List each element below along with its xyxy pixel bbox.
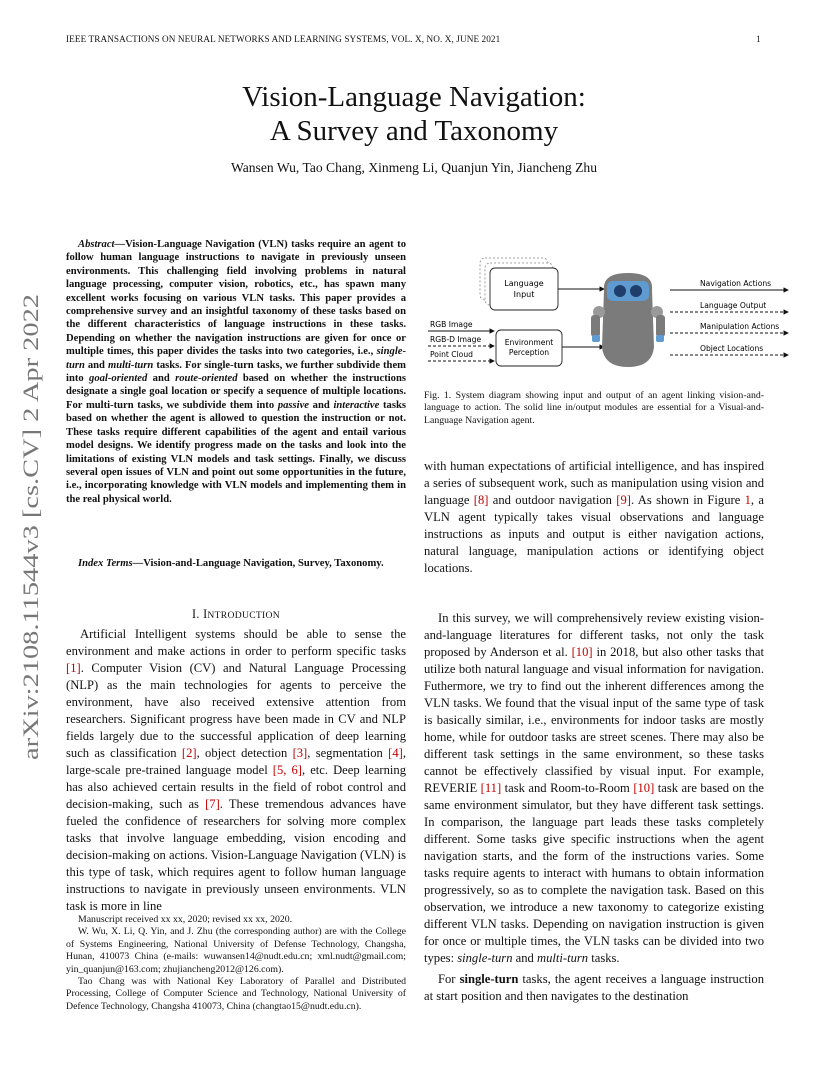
robot-arm: [591, 315, 600, 337]
arxiv-stamp: [8, 290, 48, 760]
body-text: task and Room-to-Room: [501, 781, 634, 795]
paper-title: [0, 80, 828, 148]
input-rgbd-image: RGB-D Image: [430, 335, 482, 344]
body-text: , object detection: [196, 746, 293, 760]
figure-caption-text: Fig. 1. System diagram showing input and output of an agent linking vision-and-language to action. The solid line in/output modules are essential for a Visual-and-Language Navigation agent.: [424, 390, 764, 426]
citation[interactable]: [10]: [633, 781, 655, 795]
body-text: Artificial Intelligent systems should be able to sense the environment and make actions in order to perform specific tasks: [66, 627, 406, 658]
term-single-turn: single-turn: [457, 951, 513, 965]
arxiv-stamp-text: arXiv:2108.11544v3 [cs.CV] 2 Apr 2022: [18, 399, 43, 760]
abstract-text: and: [84, 359, 108, 371]
section-title-rest: NTRODUCTION: [207, 610, 281, 621]
body-text: . As shown in Figure: [630, 493, 745, 507]
body-text: tasks.: [588, 951, 620, 965]
abstract-text: tasks. For single-turn tasks, we further subdivide them into: [66, 359, 406, 385]
term-route-oriented: route-oriented: [175, 373, 238, 385]
abstract-label: Abstract: [78, 239, 115, 250]
section-title-initial: I: [203, 607, 208, 621]
term-single-turn: single-turn: [66, 346, 406, 371]
language-input-box: [490, 268, 558, 310]
robot-arm: [656, 315, 665, 337]
citation[interactable]: [8]: [473, 493, 489, 507]
robot-hand: [592, 335, 600, 342]
author-list: Wansen Wu, Tao Chang, Xinmeng Li, Quanjun Yin, Jiancheng Zhu: [230, 160, 597, 175]
page-number: 1: [756, 34, 761, 44]
title-line-2: A Survey and Taxonomy: [269, 115, 559, 147]
body-text: task are based on the same environment simulator, but they have different task settings. In comparison, the language part leads these tasks completely different. Some tasks give specific instructions when the agent navigation starts, and the form of the instructions varies. Some tasks require agents to interact with humans to obtain information progressively, so as to complete the navigation task. Based on this observation, we introduce a new taxonomy to categorize existing different VLN tasks. Depending on navigation instruction is given for once or multiple times, the VLN tasks can be divided into two types:: [424, 781, 764, 965]
robot-visor: [607, 281, 649, 301]
body-text: . These tremendous advances have fueled the confidence of researchers for solving more complex tasks that involve language embedding, vision encoding and decision-making on actions. Vision-Language Navigation (VLN) is this type of task, which requires agent to follow human language instructions to navigate in previously unseen environments. VLN task is more in line: [66, 797, 407, 913]
term-goal-oriented: goal-oriented: [89, 373, 148, 385]
body-text: , a VLN agent typically takes visual observations and language instructions as inputs and output is either navigation actions, natural language, manipulation actions or identifying object locations.: [424, 493, 764, 575]
citation[interactable]: [10]: [571, 645, 593, 659]
system-diagram: [424, 255, 794, 375]
section-number: I.: [191, 607, 200, 621]
index-terms: [66, 557, 406, 570]
body-text: . Computer Vision (CV) and Natural Language Processing (NLP) as the main technologies for agents to perceive the environment, have also received extensive attention from researchers. Significant progress have been made in CV and NLP fields largely due to the successful application of deep learning such as classification: [66, 661, 406, 760]
abstract-text: and: [309, 399, 334, 411]
footnotes: [66, 914, 406, 1013]
title-line-1: Vision-Language Navigation:: [242, 81, 586, 113]
citation[interactable]: [7]: [205, 797, 220, 811]
robot-eye: [630, 285, 642, 297]
citation[interactable]: [1]: [66, 661, 81, 675]
body-text: tasks, the agent receives a language instruction at start position and then navigates to the destination: [424, 972, 764, 1003]
figure-caption: [424, 390, 764, 427]
input-rgb-image: RGB Image: [430, 320, 473, 329]
term-multi-turn: multi-turn: [537, 951, 589, 965]
body-text: and outdoor navigation: [488, 493, 617, 507]
body-text: , segmentation: [307, 746, 389, 760]
intro-left-column: [66, 626, 406, 915]
index-terms-text: —Vision-and-Language Navigation, Survey, Taxonomy.: [132, 558, 384, 569]
citation[interactable]: [11]: [480, 781, 502, 795]
term-interactive: interactive: [333, 399, 380, 411]
output-language-output: Language Output: [700, 301, 767, 310]
robot-agent-icon: [591, 273, 665, 367]
citation[interactable]: [2]: [181, 746, 197, 760]
citation[interactable]: [3]: [292, 746, 308, 760]
section-heading: [66, 607, 406, 622]
citation[interactable]: [9]: [616, 493, 631, 507]
citation[interactable]: [5, 6]: [272, 763, 302, 777]
environment-perception-label-2: Perception: [508, 348, 550, 357]
footnote-affiliation: W. Wu, X. Li, Q. Yin, and J. Zhu (the corresponding author) are with the College of Systems Engineering, National University of Defense Technology, Changsha, Hunan, 410073 China (e-mails: wuwansen14@nudt.edu.cn; xml.nudt@gmail.com; yin_quanjun@163.com; zhujiancheng2012@126.com).: [66, 926, 406, 975]
term-multi-turn: multi-turn: [107, 359, 154, 371]
body-text: in 2018, but also other tasks that utilize both natural language and visual information for navigation. Futhermore, we try to find out the inherent differences among the VLN tasks. We found that the visual input of the same type of task is basically similar, i.e., environments for indoor tasks are mostly home, while for outdoor tasks are street scenes. There may also be different task settings in the same environment, so these tasks cannot be effectively classified by visual input. For example, REVERIE: [424, 645, 764, 795]
right-column-intro: [424, 610, 764, 1005]
body-text: and: [512, 951, 537, 965]
body-text: In this survey, we will comprehensively review existing vision-and-language literatures for different tasks, not only the task proposed by Anderson et al.: [424, 611, 764, 659]
robot-eye: [614, 285, 626, 297]
footnote-affiliation-2: Tao Chang was with National Key Laboratory of Parallel and Distributed Processing, College of Computer Science and Technology, National University of Defence Technology, Changsha 410073, China (changtao15@nudt.edu.cn).: [66, 976, 406, 1012]
abstract-text: tasks based on whether the agent is allowed to question the instruction or not. These tasks require different capabilities of the agent and entail various model designs. We identify progress made on the tasks and look into the limitations of existing VLN models and task settings. Finally, we discuss several open issues of VLN and point out some opportunities in the future, i.e., incorporating knowledge with VLN models and implementing them in the real physical world.: [66, 399, 406, 505]
body-text: with human expectations of artificial intelligence, and has inspired a series of subsequent work, such as manipulation using vision and language: [424, 459, 764, 507]
figure-link[interactable]: 1: [744, 493, 751, 507]
term-single-turn-bold: single-turn: [459, 972, 519, 986]
running-head: IEEE TRANSACTIONS ON NEURAL NETWORKS AND LEARNING SYSTEMS, VOL. X, NO. X, JUNE 2021: [66, 34, 501, 44]
figure-1-diagram: [424, 255, 794, 375]
output-manipulation-actions: Manipulation Actions: [700, 322, 780, 331]
body-text: For: [438, 972, 460, 986]
language-input-label-1: Language: [504, 279, 544, 288]
citation[interactable]: [4]: [388, 746, 403, 760]
abstract: [66, 238, 406, 506]
output-navigation-actions: Navigation Actions: [700, 279, 772, 288]
output-object-locations: Object Locations: [700, 344, 764, 353]
footnote-manuscript: Manuscript received xx xx, 2020; revised xx xx, 2020.: [78, 914, 293, 925]
input-point-cloud: Point Cloud: [430, 350, 473, 359]
abstract-text: based on whether the instructions designate a single goal location or specify a sequence of multiple locations. For multi-turn tasks, we subdivide them into: [66, 373, 406, 411]
robot-hand: [656, 335, 664, 342]
right-column-paragraph-1: [424, 458, 764, 577]
body-text: , large-scale pre-trained language model: [66, 746, 406, 777]
environment-perception-label-1: Environment: [504, 338, 554, 347]
term-passive: passive: [277, 399, 309, 411]
index-terms-label: Index Terms: [78, 558, 133, 569]
body-text: , etc. Deep learning has also achieved certain results in the field of robot control and decision-making, such as: [66, 763, 406, 811]
abstract-text: and: [147, 373, 176, 385]
language-input-label-2: Input: [513, 290, 535, 299]
abstract-text: —Vision-Language Navigation (VLN) tasks require an agent to follow human language instructions to navigate in previously unseen environments. This challenging field involving problems in natural language processing, computer vision, robotics, etc., has spawn many excellent works focusing on various VLN tasks. This paper provides a comprehensive survey and an insightful taxonomy of these tasks based on the different characteristics of language instructions in these tasks. Depending on whether the navigation instructions are given for once or multiple times, this paper divides the tasks into two categories, i.e.,: [66, 239, 406, 358]
